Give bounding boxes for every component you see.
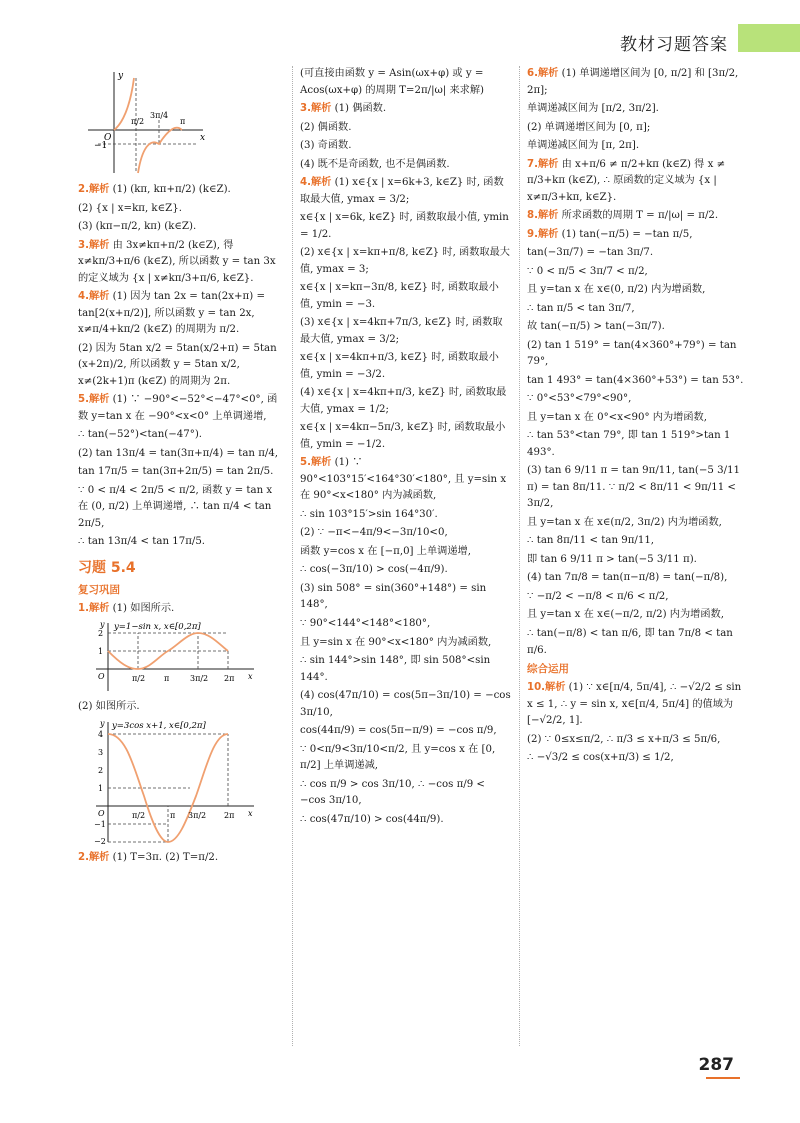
tick-label-m1: −1	[94, 819, 106, 829]
answer-text: ∵ 0°<53°<79°<90°,	[527, 393, 632, 405]
tan-graph-figure	[78, 68, 208, 178]
answer-text: (1) tan(−π/5) = −tan π/5,	[561, 228, 693, 240]
y-axis-label: y	[100, 620, 105, 630]
answer-text: 单调递减区间为 [π/2, 3π/2].	[527, 103, 659, 115]
answer-text: (2) x∈{x | x=kπ+π/8, k∈Z} 时, 函数取最大值, ymax = 3;	[300, 247, 510, 275]
answer-q9	[527, 227, 749, 244]
answer-text: 且 y=tan x 在 x∈(0, π/2) 内为增函数,	[527, 284, 706, 296]
answer-label: 2.解析	[78, 851, 110, 863]
answer-text: 且 y=tan x 在 0°<x<90° 内为增函数,	[527, 411, 707, 423]
answer-text: 函数 y=cos x 在 [−π,0] 上单调递增,	[300, 545, 471, 557]
answer-text: (3) 奇函数.	[300, 140, 352, 152]
answer-text: ∴ tan π/5 < tan 3π/7,	[527, 302, 635, 314]
tick-label-3pi2: 3π/2	[190, 674, 209, 684]
answer-text: x∈{x | x=kπ−3π/8, k∈Z} 时, 函数取最小值, ymin = −3.	[300, 282, 499, 310]
answer-label: 1.解析	[78, 602, 110, 614]
answer-text: ∴ tan(−52°)<tan(−47°).	[78, 429, 203, 441]
answer-text: (1) ∵ −90°<−52°<−47°<0°, 函数 y=tan x 在 −90°<x<0° 上单调递增,	[78, 394, 278, 422]
answer-text: ∴ sin 144°>sin 148°, 即 sin 508°<sin 144°.	[300, 655, 491, 683]
subsection-title: 综合运用	[527, 663, 569, 676]
tick-label-neg1: −1	[94, 141, 108, 151]
answer-text: ∵ 0 < π/5 < 3π/7 < π/2,	[527, 265, 648, 277]
answer-text: 由 x+π/6 ≠ π/2+kπ (k∈Z) 得 x ≠ π/3+kπ (k∈Z), ∴ 原函数的定义域为 {x | x≠π/3+kπ, k∈Z}.	[527, 158, 726, 203]
answer-text: (2) tan 13π/4 = tan(3π+π/4) = tan π/4,	[78, 447, 279, 459]
answer-text: (2) 偶函数.	[300, 121, 352, 133]
answer-text: ∴ −√3/2 ≤ cos(x+π/3) ≤ 1/2,	[527, 752, 674, 764]
answer-text: ∴ sin 103°15′>sin 164°30′.	[300, 508, 438, 520]
answer-q8	[527, 208, 749, 225]
tick-label-4: 4	[98, 729, 104, 739]
answer-text: (1) 因为 tan 2x = tan(2x+π) = tan[2(x+π/2)], 所以函数 y = tan 2x, x≠π/4+kπ/2 (k∈Z) 的周期为 π/2.	[78, 291, 265, 336]
answer-text: (3) x∈{x | x=4kπ+7π/3, k∈Z} 时, 函数取最大值, ymax = 3/2;	[300, 317, 503, 345]
tick-label-pi2: π/2	[132, 674, 146, 684]
answer-label: 7.解析	[527, 158, 559, 170]
x-axis-label: x	[200, 133, 206, 143]
tick-label-pi2: π/2	[132, 810, 146, 820]
answer-text: (4) cos(47π/10) = cos(5π−3π/10) = −cos 3π/10,	[300, 690, 511, 718]
answer-label: 5.解析	[300, 457, 332, 469]
answer-text: (2) 因为 5tan x/2 = 5tan(x/2+π) = 5tan (x+2π)/2, 所以函数 y = 5tan x/2, x≠(2k+1)π (k∈Z) 的周期为 2π.	[78, 342, 277, 387]
column-left	[78, 66, 284, 868]
tick-label-pi: π	[170, 810, 176, 820]
answer-text: (1) 单调递增区间为 [0, π/2] 和 [3π/2, 2π];	[527, 68, 739, 96]
answer-text: 故 tan(−π/5) > tan(−3π/7).	[527, 321, 665, 333]
column-right	[527, 66, 749, 769]
origin-label: O	[104, 133, 112, 143]
answer-text: ∵ 90°<144°<148°<180°,	[300, 617, 431, 629]
answer-q5	[300, 455, 512, 505]
answer-text: 由 3x≠kπ+π/2 (k∈Z), 得 x≠kπ/3+π/6 (k∈Z), 所以函数 y = tan 3x 的定义域为 {x | x≠kπ/3+π/6, k∈Z}.	[78, 239, 276, 284]
answer-text: (3) tan 6 9/11 π = tan 9π/11, tan(−5 3/11 π) = tan 8π/11. ∵ π/2 < 8π/11 < 9π/11 < 3π/2,	[527, 465, 741, 510]
answer-text: 且 y=sin x 在 90°<x<180° 内为减函数,	[300, 636, 492, 648]
answer-q4	[300, 175, 512, 208]
answer-label: 2.解析	[78, 184, 110, 195]
tick-label-pi: π	[164, 674, 170, 684]
column-middle	[300, 66, 512, 830]
answer-r2	[78, 850, 284, 867]
answer-label: 4.解析	[300, 177, 332, 189]
answer-text: ∵ 0 < π/4 < 2π/5 < π/2, 函数 y = tan x 在 (0, π/2) 上单调递增, ∴ tan π/4 < tan 2π/5,	[78, 484, 273, 529]
answer-label: 10.解析	[527, 682, 566, 694]
tick-label-3pi4: 3π/4	[150, 111, 169, 120]
answer-text: ∵ −π/2 < −π/8 < π/6 < π/2,	[527, 590, 669, 602]
tick-label-3: 3	[98, 747, 104, 757]
answer-text: 即 tan 6 9/11 π > tan(−5 3/11 π).	[527, 553, 697, 565]
answer-text: tan(−3π/7) = −tan 3π/7.	[527, 247, 654, 259]
origin-label: O	[98, 808, 105, 818]
x-axis-label: x	[248, 808, 253, 818]
answer-text: 所求函数的周期 T = π/|ω| = π/2.	[561, 210, 719, 222]
tick-label-m2: −2	[94, 836, 106, 846]
answer-text: ∴ tan 53°<tan 79°, 即 tan 1 519°>tan 1 493°.	[527, 430, 731, 458]
answer-text: ∴ tan 13π/4 < tan 17π/5.	[78, 536, 206, 548]
answer-label: 9.解析	[527, 228, 559, 240]
answer-q10	[527, 680, 749, 730]
page-number-underline	[706, 1077, 740, 1079]
graph-1-minus-sin	[78, 619, 258, 695]
tick-label-2: 2	[98, 765, 104, 775]
tan-curve-branch-2	[138, 128, 182, 173]
page-header	[0, 0, 800, 56]
answer-text: 且 y=tan x 在 x∈(−π/2, π/2) 内为增函数,	[527, 609, 724, 621]
tick-label-pi2: π/2	[131, 117, 145, 126]
answer-text: (2) 如图所示.	[78, 701, 140, 713]
graph-3cos-plus-1	[78, 718, 258, 846]
answer-text: (1) x∈{x | x=6k+3, k∈Z} 时, 函数取最大值, ymax = 3/2;	[300, 177, 504, 205]
origin-label: O	[98, 672, 105, 682]
answer-label: 8.解析	[527, 210, 559, 222]
answer-q6	[527, 66, 749, 99]
answer-q2	[78, 182, 284, 199]
header-accent-bar	[738, 24, 800, 52]
answer-text: tan 17π/5 = tan(3π+2π/5) = tan 2π/5.	[78, 466, 274, 478]
answer-text: x∈{x | x=4kπ−5π/3, k∈Z} 时, 函数取最小值, ymin = −1/2.	[300, 422, 506, 450]
column-divider	[519, 66, 520, 1046]
answer-text: x∈{x | x=6k, k∈Z} 时, 函数取最小值, ymin = 1/2.	[300, 212, 509, 240]
tick-label-pi: π	[180, 117, 186, 126]
answer-text: (可直接由函数 y = Asin(ωx+φ) 或 y = Acos(ωx+φ) 的周期 T=2π/|ω| 来求解)	[300, 68, 485, 96]
answer-text: ∴ cos(−3π/10) > cos(−4π/9).	[300, 564, 448, 576]
answer-label: 3.解析	[300, 103, 332, 115]
answer-text: ∴ tan(−π/8) < tan π/6, 即 tan 7π/8 < tan π/6.	[527, 627, 733, 656]
y-axis-label: y	[118, 71, 124, 81]
tick-label-3pi2: 3π/2	[188, 810, 207, 820]
answer-text: 且 y=tan x 在 x∈(π/2, 3π/2) 内为增函数,	[527, 516, 722, 528]
answer-text: ∴ tan 8π/11 < tan 9π/11,	[527, 535, 655, 547]
y-axis-label: y	[100, 718, 105, 728]
answer-text: (4) tan 7π/8 = tan(π−π/8) = tan(−π/8),	[527, 572, 728, 584]
answer-text: (1) 偶函数.	[334, 103, 387, 115]
answer-label: 3.解析	[78, 239, 110, 251]
answer-text: (1) (kπ, kπ+π/2) (k∈Z).	[112, 184, 231, 195]
answer-text: tan 1 493° = tan(4×360°+53°) = tan 53°.	[527, 374, 744, 386]
answer-text: (4) x∈{x | x=4kπ+π/3, k∈Z} 时, 函数取最大值, ymax = 1/2;	[300, 387, 507, 415]
x-axis-label: x	[248, 672, 253, 682]
answer-text: (1) 如图所示.	[112, 602, 175, 614]
answer-label: 5.解析	[78, 394, 110, 406]
tick-label-2pi: 2π	[224, 810, 235, 820]
answer-text: (2) 单调递增区间为 [0, π];	[527, 121, 651, 133]
answer-text: ∴ cos(47π/10) > cos(44π/9).	[300, 813, 444, 825]
answer-q3	[300, 101, 512, 118]
answer-text: (1) T=3π. (2) T=π/2.	[112, 851, 219, 863]
tick-label-1: 1	[98, 647, 104, 657]
answer-text: cos(44π/9) = cos(5π−π/9) = −cos π/9,	[300, 725, 497, 737]
answer-text: (1) ∵ 90°<103°15′<164°30′<180°, 且 y=sin x 在 90°<x<180° 内为减函数,	[300, 457, 507, 502]
answer-label: 6.解析	[527, 68, 559, 79]
answer-text: 单调递减区间为 [π, 2π].	[527, 140, 640, 152]
answer-text: (2) {x | x=kπ, k∈Z}.	[78, 202, 182, 214]
answer-text: (2) ∵ −π<−4π/9<−3π/10<0,	[300, 527, 448, 539]
answer-text: x∈{x | x=4kπ+π/3, k∈Z} 时, 函数取最小值, ymin = −3/2.	[300, 352, 499, 380]
equation-label: y=3cos x+1, x∈[0,2π]	[112, 720, 206, 731]
answer-q3	[78, 238, 284, 288]
tick-label-2pi: 2π	[224, 674, 235, 684]
tick-label-2: 2	[98, 629, 104, 639]
answer-q7	[527, 157, 749, 207]
answer-label: 4.解析	[78, 291, 110, 303]
page-number: 287	[698, 1055, 734, 1075]
answer-text: (4) 既不是奇函数, 也不是偶函数.	[300, 158, 450, 170]
subsection-title: 复习巩固	[78, 583, 120, 596]
column-divider	[292, 66, 293, 1046]
answer-text: (1) ∵ x∈[π/4, 5π/4], ∴ −√2/2 ≤ sin x ≤ 1, ∴ y = sin x, x∈[π/4, 5π/4] 的值域为 [−√2/2, 1].	[527, 682, 742, 727]
section-title: 习题 5.4	[78, 559, 136, 576]
answer-r1	[78, 601, 284, 618]
equation-label: y=1−sin x, x∈[0,2π]	[114, 622, 201, 633]
answer-q5	[78, 392, 284, 425]
header-title: 教材习题答案	[620, 35, 728, 55]
answer-text: ∴ cos π/9 > cos 3π/10, ∴ −cos π/9 < −cos 3π/10,	[300, 778, 485, 807]
answer-text: ∵ 0<π/9<3π/10<π/2, 且 y=cos x 在 [0, π/2] 上单调递减,	[300, 743, 496, 772]
tick-label-1: 1	[98, 783, 104, 793]
answer-text: (3) (kπ−π/2, kπ) (k∈Z).	[78, 221, 197, 233]
answer-text: (3) sin 508° = sin(360°+148°) = sin 148°,	[300, 582, 487, 611]
answer-text: (2) tan 1 519° = tan(4×360°+79°) = tan 79°,	[527, 339, 737, 368]
answer-q4	[78, 289, 284, 339]
answer-text: (2) ∵ 0≤x≤π/2, ∴ π/3 ≤ x+π/3 ≤ 5π/6,	[527, 733, 721, 745]
